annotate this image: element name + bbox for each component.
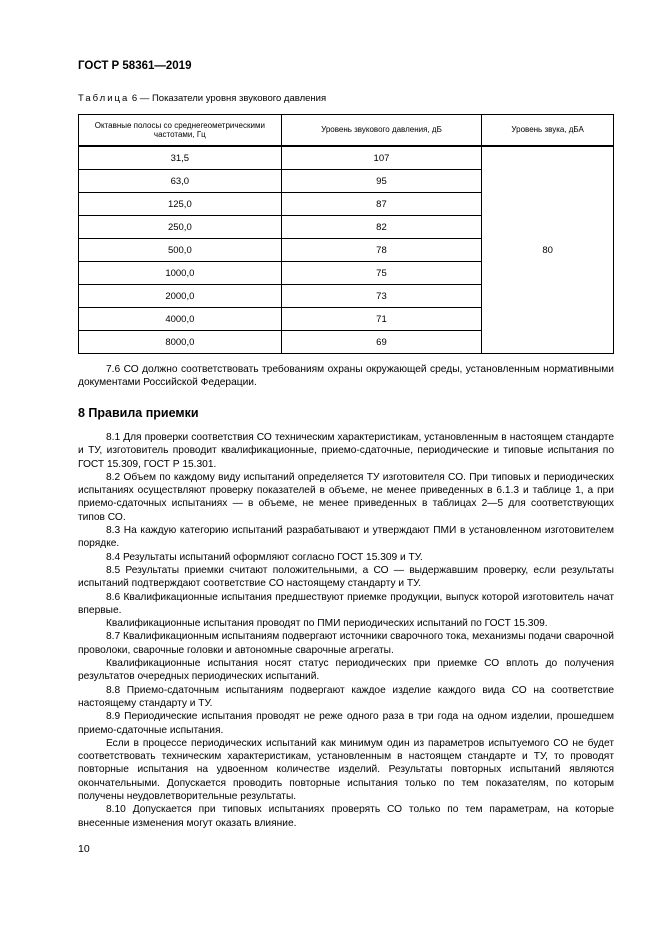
paragraph-8-10: 8.10 Допускается при типовых испытаниях проверять СО только по тем параметрам, на которые внесенные изменения могут оказать влияние. xyxy=(78,804,614,829)
section-8-title: 8 Правила приемки xyxy=(78,406,199,420)
table-caption xyxy=(78,93,326,104)
paragraph-8-1: 8.1 Для проверки соответствия СО техническим характеристикам, установленным в настоящем стандарте и ТУ, изготовитель проводит квалификационные, приемо-сдаточные, периодические и типовые испытания по ГОСТ 15.309, ГОСТ Р 15.301. xyxy=(78,432,614,470)
paragraph-8-7: 8.7 Квалификационным испытаниям подвергают источники сварочного тока, механизмы подачи сварочной проволоки, сварочные головки и автономные сварочные агрегаты. xyxy=(78,631,614,656)
pressure-level-cell: 78 xyxy=(281,239,482,262)
paragraph-8-2: 8.2 Объем по каждому виду испытаний определяется ТУ изготовителя СО. При типовых и периодических испытаниях осуществляют проверку показателей в объеме, не менее приведенных в 6.1.3 и таблице 1, а при приемо-сдаточных испытаниях — в объеме, не менее приведенных в таблицах 2—5 для соответствующих типов СО. xyxy=(78,471,614,523)
paragraph-8-4: 8.4 Результаты испытаний оформляют согласно ГОСТ 15.309 и ТУ. xyxy=(106,551,423,563)
paragraph-8-8: 8.8 Приемо-сдаточным испытаниям подвергают каждое изделие каждого вида СО на соответствие настоящему стандарту и ТУ. xyxy=(78,684,614,709)
table-caption-label: Таблица xyxy=(78,93,130,104)
paragraph-8-9-note: Если в процессе периодических испытаний как минимум один из параметров испытуемого СО не будет соответствовать техническим характеристикам, установленным в настоящем стандарте и ТУ, то проводят повторные испытания на удвоенном количестве изделий. Результаты повторных испытаний являются окончательными. Допускается проводить повторные испытания только по тем показателям, по которым получены неудовлетворительные результаты. xyxy=(78,737,614,803)
frequency-cell: 31,5 xyxy=(79,146,282,170)
frequency-cell: 250,0 xyxy=(79,216,282,239)
frequency-cell: 63,0 xyxy=(79,170,282,193)
pressure-level-cell: 73 xyxy=(281,285,482,308)
pressure-level-cell: 107 xyxy=(281,146,482,170)
section-8-body xyxy=(78,431,614,830)
page-number: 10 xyxy=(78,843,90,855)
pressure-level-cell: 69 xyxy=(281,331,482,354)
pressure-level-cell: 82 xyxy=(281,216,482,239)
frequency-cell: 500,0 xyxy=(79,239,282,262)
sound-level-cell: 80 xyxy=(482,146,614,354)
paragraph-8-3: 8.3 На каждую категорию испытаний разрабатывают и утверждают ПМИ в установленном изготовителем порядке. xyxy=(78,525,614,550)
frequency-cell: 4000,0 xyxy=(79,308,282,331)
frequency-cell: 2000,0 xyxy=(79,285,282,308)
paragraph-8-6-note: Квалификационные испытания проводят по ПМИ периодических испытаний по ГОСТ 15.309. xyxy=(106,618,548,630)
paragraph-7-6-block xyxy=(78,363,614,390)
paragraph-8-6: 8.6 Квалификационные испытания предшествуют приемке продукции, выпуск которой изготовитель начат впервые. xyxy=(78,591,614,616)
table-row xyxy=(79,146,614,170)
paragraph-8-9: 8.9 Периодические испытания проводят не реже одного раза в три года на одном изделии, прошедшем приемо-сдаточные испытания. xyxy=(78,711,614,736)
pressure-level-cell: 87 xyxy=(281,193,482,216)
sound-pressure-table xyxy=(78,114,614,354)
column-header-sound-level: Уровень звука, дБА xyxy=(482,115,614,147)
frequency-cell: 1000,0 xyxy=(79,262,282,285)
pressure-level-cell: 75 xyxy=(281,262,482,285)
frequency-cell: 125,0 xyxy=(79,193,282,216)
pressure-level-cell: 95 xyxy=(281,170,482,193)
paragraph-7-6: 7.6 СО должно соответствовать требованиям охраны окружающей среды, установленным нормативными документами Российской Федерации. xyxy=(78,364,614,389)
frequency-cell: 8000,0 xyxy=(79,331,282,354)
document-code: ГОСТ Р 58361—2019 xyxy=(78,60,192,72)
pressure-level-cell: 71 xyxy=(281,308,482,331)
paragraph-8-5: 8.5 Результаты приемки считают положительными, а СО — выдержавшим проверку, если результаты испытаний подтверждают соответствие СО настоящему стандарту и ТУ. xyxy=(78,564,614,590)
column-header-frequency: Октавные полосы со среднегеометрическими частотами, Гц xyxy=(79,115,282,147)
column-header-pressure-level: Уровень звукового давления, дБ xyxy=(281,115,482,147)
table-caption-text: 6 — Показатели уровня звукового давления xyxy=(129,93,327,104)
paragraph-8-7-note: Квалификационные испытания носят статус периодических при приемке СО вплоть до получения результатов очередных периодических испытаний. xyxy=(78,658,614,683)
table-header-row xyxy=(79,115,614,147)
